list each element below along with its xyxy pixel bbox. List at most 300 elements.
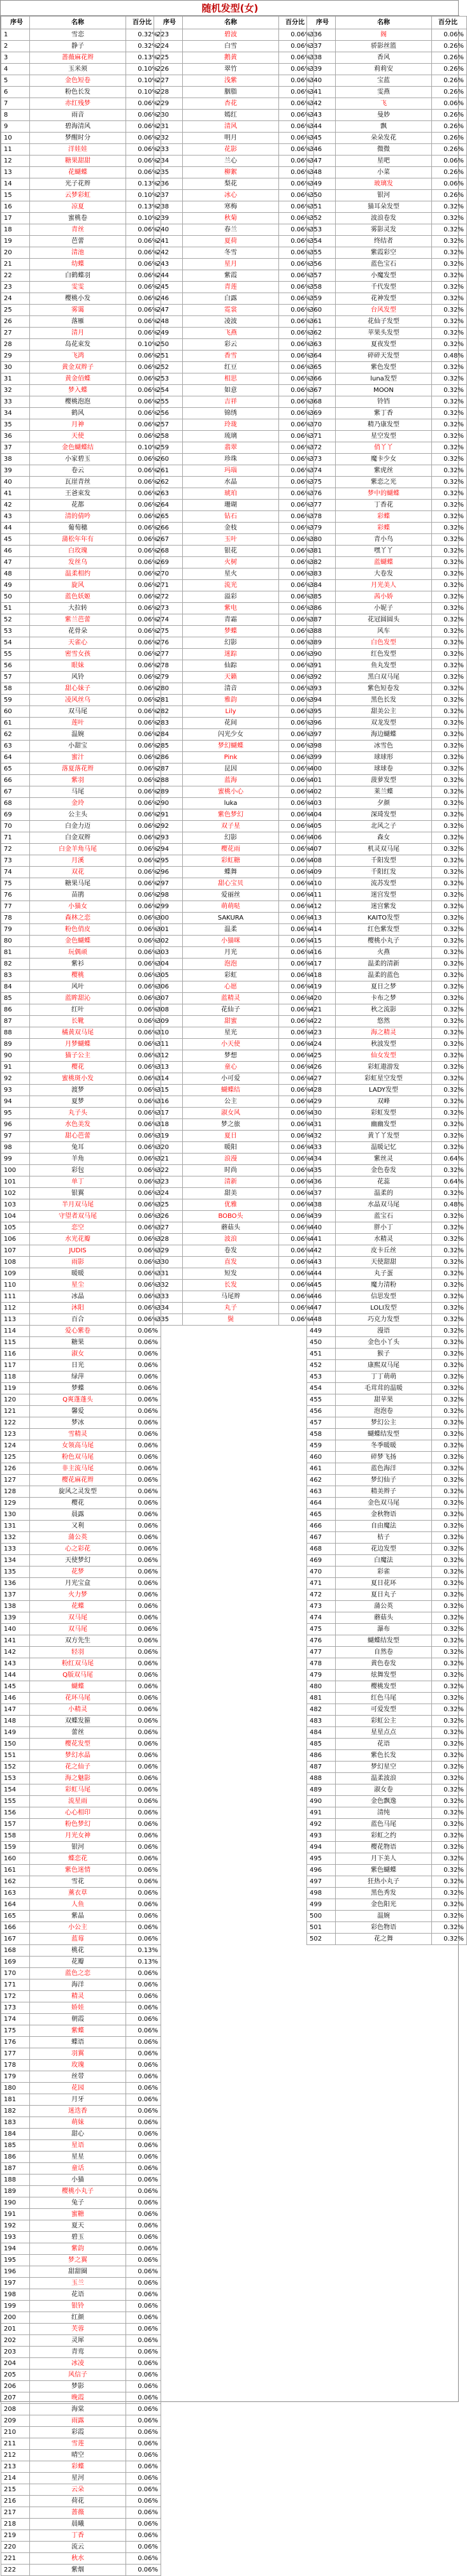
row-name: 红颜 <box>30 2312 126 2324</box>
row-name: 火树 <box>183 557 279 568</box>
row-percent: 0.06% <box>279 1199 314 1211</box>
row-percent: 0.32% <box>432 500 467 511</box>
row-index: 25 <box>1 305 30 316</box>
row-index: 445 <box>307 1280 336 1291</box>
row-index: 123 <box>1 1429 30 1440</box>
row-percent: 0.06% <box>126 2312 161 2324</box>
table-row <box>307 454 467 465</box>
row-name: 森女 <box>336 832 432 844</box>
row-name: 宝蓝 <box>336 75 432 87</box>
table-row <box>154 282 314 293</box>
row-index: 212 <box>1 2450 30 2461</box>
row-index: 363 <box>307 339 336 351</box>
row-index: 89 <box>1 1039 30 1050</box>
row-name: 天使甜甜 <box>336 1257 432 1268</box>
row-name: 娇娃 <box>30 2002 126 2014</box>
row-index: 174 <box>1 2014 30 2025</box>
row-name: 鹤风 <box>30 408 126 419</box>
row-name: 红叶 <box>30 1004 126 1016</box>
row-name: 淑女风 <box>183 1108 279 1119</box>
row-percent: 0.32% <box>432 936 467 947</box>
row-name: 晨露 <box>30 1509 126 1521</box>
row-percent: 0.32% <box>432 1440 467 1452</box>
row-index: 68 <box>1 798 30 809</box>
table-row <box>1 270 161 282</box>
table-row <box>307 890 467 901</box>
table-row <box>1 1303 161 1314</box>
table-row <box>1 1658 161 1670</box>
row-name: 甜甜圈 <box>30 2266 126 2278</box>
row-name: 翡翠 <box>183 442 279 454</box>
row-index: 75 <box>1 878 30 890</box>
table-row <box>1 1784 161 1796</box>
row-name: 暖阳 <box>183 1142 279 1154</box>
table-row <box>154 970 314 981</box>
table-row <box>1 832 161 844</box>
table-row <box>1 706 161 718</box>
table-row <box>307 993 467 1004</box>
table-row <box>1 511 161 523</box>
row-index: 419 <box>307 981 336 993</box>
row-name: 小甜宝 <box>30 741 126 752</box>
table-row <box>154 1154 314 1165</box>
row-percent: 0.06% <box>279 385 314 396</box>
row-index: 238 <box>154 201 183 213</box>
table-row <box>1 167 161 178</box>
row-index: 399 <box>307 752 336 763</box>
table-row <box>1 523 161 534</box>
row-percent: 0.32% <box>432 867 467 878</box>
row-index: 181 <box>1 2094 30 2106</box>
row-percent: 0.06% <box>279 729 314 741</box>
table-row <box>307 913 467 924</box>
row-index: 42 <box>1 500 30 511</box>
table-row <box>1 2542 161 2553</box>
row-name: 冰雪色 <box>336 741 432 752</box>
row-percent: 0.06% <box>279 1050 314 1062</box>
row-percent: 0.32% <box>432 1899 467 1911</box>
row-index: 163 <box>1 1888 30 1899</box>
table-row <box>307 1865 467 1876</box>
row-percent: 0.06% <box>126 1681 161 1693</box>
table-row <box>307 316 467 328</box>
row-percent: 0.32% <box>432 1039 467 1050</box>
row-name: 清新 <box>183 1176 279 1188</box>
row-name: 彩蝶 <box>336 511 432 523</box>
row-name: 兔子 <box>30 2197 126 2209</box>
table-row <box>154 568 314 580</box>
row-percent: 0.06% <box>126 2014 161 2025</box>
row-percent: 0.06% <box>126 2232 161 2243</box>
row-name: 葡萄穗 <box>30 523 126 534</box>
table-row <box>154 339 314 351</box>
table-row <box>307 1188 467 1199</box>
table-block-1 <box>1 16 158 2573</box>
row-index: 401 <box>307 775 336 786</box>
row-index: 329 <box>154 1245 183 1257</box>
row-percent: 0.32% <box>432 1291 467 1303</box>
row-name: 皮卡丘丝 <box>336 1245 432 1257</box>
row-percent: 0.06% <box>279 1245 314 1257</box>
table-row <box>154 1073 314 1085</box>
row-index: 1 <box>1 29 30 41</box>
row-percent: 0.06% <box>279 752 314 763</box>
table-row <box>307 351 467 362</box>
row-percent: 0.32% <box>432 1360 467 1371</box>
table-row <box>307 1727 467 1739</box>
row-percent: 0.06% <box>126 2117 161 2129</box>
table-row <box>1 959 161 970</box>
row-index: 495 <box>307 1853 336 1865</box>
row-name: 花冠圆圆头 <box>336 614 432 626</box>
table-row <box>1 1796 161 1807</box>
table-row <box>307 1394 467 1406</box>
table-row <box>1 1647 161 1658</box>
row-name: 相思 <box>183 373 279 385</box>
table-row <box>1 1165 161 1176</box>
row-percent: 0.32% <box>432 1727 467 1739</box>
row-name: 花瓣 <box>30 1957 126 1968</box>
hair-table <box>154 16 314 1326</box>
row-percent: 0.06% <box>432 156 467 167</box>
row-percent: 0.06% <box>126 763 161 775</box>
row-percent: 0.06% <box>126 419 161 431</box>
row-name: 温暖记忆 <box>336 1142 432 1154</box>
row-index: 35 <box>1 419 30 431</box>
row-index: 190 <box>1 2197 30 2209</box>
table-row <box>154 442 314 454</box>
row-percent: 0.32% <box>432 1314 467 1326</box>
row-index: 50 <box>1 591 30 603</box>
row-index: 303 <box>154 947 183 959</box>
row-name: 蓝海 <box>183 775 279 786</box>
row-name: 彩蝶 <box>336 523 432 534</box>
table-row <box>307 741 467 752</box>
row-index: 402 <box>307 786 336 798</box>
row-percent: 0.06% <box>279 1108 314 1119</box>
row-name: 毛茸茸的温暖 <box>336 1383 432 1394</box>
row-index: 454 <box>307 1383 336 1394</box>
table-row <box>1 1234 161 1245</box>
row-percent: 0.06% <box>279 144 314 156</box>
row-name: 半月双马尾 <box>30 1199 126 1211</box>
row-index: 104 <box>1 1211 30 1222</box>
row-percent: 0.06% <box>126 2519 161 2530</box>
table-row <box>154 672 314 683</box>
row-name: LADY发型 <box>336 1085 432 1096</box>
row-name: 红色紫发型 <box>336 924 432 936</box>
row-name: 橘黄双马尾 <box>30 1027 126 1039</box>
table-row <box>307 1303 467 1314</box>
row-name: 单丁 <box>30 1176 126 1188</box>
row-index: 16 <box>1 201 30 213</box>
row-percent: 0.32% <box>432 1739 467 1750</box>
table-row <box>1 1131 161 1142</box>
row-name: 天使 <box>30 431 126 442</box>
table-row <box>307 1016 467 1027</box>
row-name: 银花 <box>183 546 279 557</box>
row-name: 深琦发型 <box>336 809 432 821</box>
row-name: 童心 <box>183 1062 279 1073</box>
row-index: 314 <box>154 1073 183 1085</box>
table-row <box>1 1142 161 1154</box>
row-name: 冰心 <box>183 190 279 201</box>
row-percent: 0.06% <box>126 660 161 672</box>
row-index: 305 <box>154 970 183 981</box>
table-row <box>1 1073 161 1085</box>
row-index: 396 <box>307 718 336 729</box>
row-index: 440 <box>307 1222 336 1234</box>
table-row <box>1 282 161 293</box>
table-row <box>307 718 467 729</box>
row-percent: 0.26% <box>432 52 467 64</box>
table-row <box>307 385 467 396</box>
table-row <box>1 2140 161 2152</box>
row-index: 36 <box>1 431 30 442</box>
row-index: 194 <box>1 2243 30 2255</box>
table-row <box>154 1016 314 1027</box>
row-index: 287 <box>154 763 183 775</box>
row-name: 巧克力发型 <box>336 1314 432 1326</box>
row-percent: 0.32% <box>432 1222 467 1234</box>
table-row <box>1 1280 161 1291</box>
row-name: 暖暖 <box>30 1268 126 1280</box>
row-name: 浪漫 <box>183 1154 279 1165</box>
row-index: 417 <box>307 959 336 970</box>
row-percent: 0.06% <box>126 2404 161 2415</box>
row-name: 丁香花 <box>336 500 432 511</box>
row-index: 244 <box>154 270 183 282</box>
row-index: 158 <box>1 1830 30 1842</box>
row-percent: 0.06% <box>126 1073 161 1085</box>
row-percent: 0.32% <box>432 672 467 683</box>
table-row <box>1 2266 161 2278</box>
row-percent: 0.06% <box>126 1784 161 1796</box>
row-index: 31 <box>1 373 30 385</box>
row-name: 白露 <box>183 293 279 305</box>
row-index: 262 <box>154 477 183 488</box>
table-row <box>1 156 161 167</box>
row-name: 星尘 <box>30 1280 126 1291</box>
row-index: 444 <box>307 1268 336 1280</box>
row-percent: 0.06% <box>279 603 314 614</box>
row-percent: 0.32% <box>432 798 467 809</box>
row-name: 萌萌哒 <box>183 901 279 913</box>
row-index: 196 <box>1 2266 30 2278</box>
row-percent: 0.32% <box>432 809 467 821</box>
row-percent: 0.06% <box>126 1463 161 1475</box>
table-row <box>154 1211 314 1222</box>
row-name: 梦幻仙子 <box>336 1475 432 1486</box>
row-name: 黄色卷发 <box>336 1658 432 1670</box>
row-percent: 0.06% <box>279 672 314 683</box>
table-row <box>1 1899 161 1911</box>
table-row <box>1 1222 161 1234</box>
row-percent: 0.06% <box>126 1658 161 1670</box>
table-row <box>1 2232 161 2243</box>
row-percent: 0.06% <box>279 373 314 385</box>
table-row <box>154 821 314 832</box>
row-name: 金秋物语 <box>336 1509 432 1521</box>
row-index: 327 <box>154 1222 183 1234</box>
hair-table <box>1 16 161 2576</box>
row-index: 335 <box>154 1314 183 1326</box>
table-row <box>307 1635 467 1647</box>
row-index: 206 <box>1 2381 30 2392</box>
row-percent: 0.32% <box>432 1934 467 1945</box>
table-row <box>154 190 314 201</box>
table-row <box>307 1050 467 1062</box>
row-name: 绿萍 <box>30 1371 126 1383</box>
row-percent: 0.06% <box>126 110 161 121</box>
row-name: 青鸾 <box>30 2347 126 2358</box>
row-percent: 0.06% <box>126 993 161 1004</box>
row-index: 274 <box>154 614 183 626</box>
row-index: 343 <box>307 110 336 121</box>
row-index: 277 <box>154 649 183 660</box>
row-name: 球球卷 <box>336 763 432 775</box>
table-row <box>307 878 467 890</box>
row-name: 花蝶 <box>30 1601 126 1612</box>
row-percent: 0.06% <box>126 1039 161 1050</box>
row-index: 140 <box>1 1624 30 1635</box>
row-name: 岛花束发 <box>30 339 126 351</box>
row-percent: 0.32% <box>432 1704 467 1716</box>
row-index: 431 <box>307 1119 336 1131</box>
table-row <box>1 500 161 511</box>
row-percent: 0.06% <box>126 1922 161 1934</box>
row-index: 360 <box>307 305 336 316</box>
table-row <box>1 408 161 419</box>
row-name: 雨露 <box>30 2415 126 2427</box>
row-name: 双峰 <box>336 1096 432 1108</box>
table-row <box>1 1968 161 1979</box>
row-percent: 0.32% <box>432 1096 467 1108</box>
row-index: 488 <box>307 1773 336 1784</box>
row-index: 349 <box>307 178 336 190</box>
table-row <box>1 64 161 75</box>
row-name: 金色双马尾 <box>336 1498 432 1509</box>
row-index: 52 <box>1 614 30 626</box>
table-row <box>1 924 161 936</box>
row-name: 夕颜 <box>336 798 432 809</box>
row-index: 455 <box>307 1394 336 1406</box>
row-percent: 0.06% <box>279 718 314 729</box>
row-percent: 0.06% <box>126 2484 161 2496</box>
row-name: 白鹤蝶羽 <box>30 270 126 282</box>
table-row <box>307 224 467 236</box>
row-percent: 0.06% <box>126 2186 161 2197</box>
row-name: 蝴蝶结发型 <box>336 1429 432 1440</box>
table-row <box>307 981 467 993</box>
row-percent: 0.32% <box>432 557 467 568</box>
row-index: 427 <box>307 1073 336 1085</box>
row-name: 公主 <box>183 1096 279 1108</box>
row-index: 369 <box>307 408 336 419</box>
row-percent: 0.32% <box>432 1371 467 1383</box>
row-percent: 0.06% <box>279 87 314 98</box>
table-row <box>307 1280 467 1291</box>
row-index: 77 <box>1 901 30 913</box>
row-percent: 0.06% <box>279 305 314 316</box>
row-index: 302 <box>154 936 183 947</box>
row-index: 482 <box>307 1704 336 1716</box>
table-row <box>1 2255 161 2266</box>
row-index: 223 <box>154 29 183 41</box>
row-name: BOBO头 <box>183 1211 279 1222</box>
row-percent: 0.06% <box>279 52 314 64</box>
table-row <box>1 2014 161 2025</box>
row-index: 252 <box>154 362 183 373</box>
row-percent: 0.10% <box>126 213 161 224</box>
row-percent: 0.06% <box>126 1349 161 1360</box>
row-percent: 0.06% <box>279 156 314 167</box>
row-percent: 0.32% <box>432 855 467 867</box>
row-index: 88 <box>1 1027 30 1039</box>
table-row <box>1 672 161 683</box>
row-name: 密雪女孩 <box>30 649 126 660</box>
table-row <box>154 316 314 328</box>
row-percent: 0.06% <box>126 1452 161 1463</box>
row-index: 321 <box>154 1154 183 1165</box>
row-name: 终结者 <box>336 236 432 247</box>
row-percent: 0.06% <box>126 2358 161 2370</box>
row-percent: 0.06% <box>126 1762 161 1773</box>
table-row <box>307 1704 467 1716</box>
row-percent: 0.06% <box>126 1509 161 1521</box>
row-name: 机灵双马尾 <box>336 844 432 855</box>
table-row <box>1 936 161 947</box>
row-percent: 0.32% <box>432 1888 467 1899</box>
table-row <box>1 855 161 867</box>
table-row <box>1 1314 161 1326</box>
table-row <box>307 1108 467 1119</box>
row-index: 236 <box>154 178 183 190</box>
table-row <box>1 1486 161 1498</box>
row-percent: 0.06% <box>279 855 314 867</box>
column-header-idx: 序号 <box>154 17 183 29</box>
table-row <box>1 178 161 190</box>
row-name: 水精灵 <box>336 1234 432 1245</box>
row-percent: 0.06% <box>126 2255 161 2266</box>
row-percent: 0.06% <box>279 626 314 637</box>
row-index: 114 <box>1 1326 30 1337</box>
table-row <box>1 752 161 763</box>
table-row <box>1 373 161 385</box>
row-percent: 0.32% <box>432 408 467 419</box>
row-percent: 0.06% <box>126 809 161 821</box>
row-name: 卷云 <box>30 465 126 477</box>
row-percent: 0.32% <box>432 1670 467 1681</box>
row-index: 370 <box>307 419 336 431</box>
row-index: 109 <box>1 1268 30 1280</box>
row-name: 星星点点 <box>336 1727 432 1739</box>
table-row <box>1 890 161 901</box>
row-percent: 0.32% <box>432 832 467 844</box>
table-row <box>154 1096 314 1108</box>
row-name: 温婉 <box>336 1911 432 1922</box>
row-percent: 0.32% <box>432 959 467 970</box>
table-row <box>154 305 314 316</box>
table-row <box>154 844 314 855</box>
table-row <box>1 2048 161 2060</box>
row-index: 489 <box>307 1784 336 1796</box>
row-index: 266 <box>154 523 183 534</box>
row-percent: 0.32% <box>432 580 467 591</box>
row-index: 86 <box>1 1004 30 1016</box>
row-name: 金色卷发 <box>336 1165 432 1176</box>
row-percent: 0.06% <box>279 763 314 775</box>
